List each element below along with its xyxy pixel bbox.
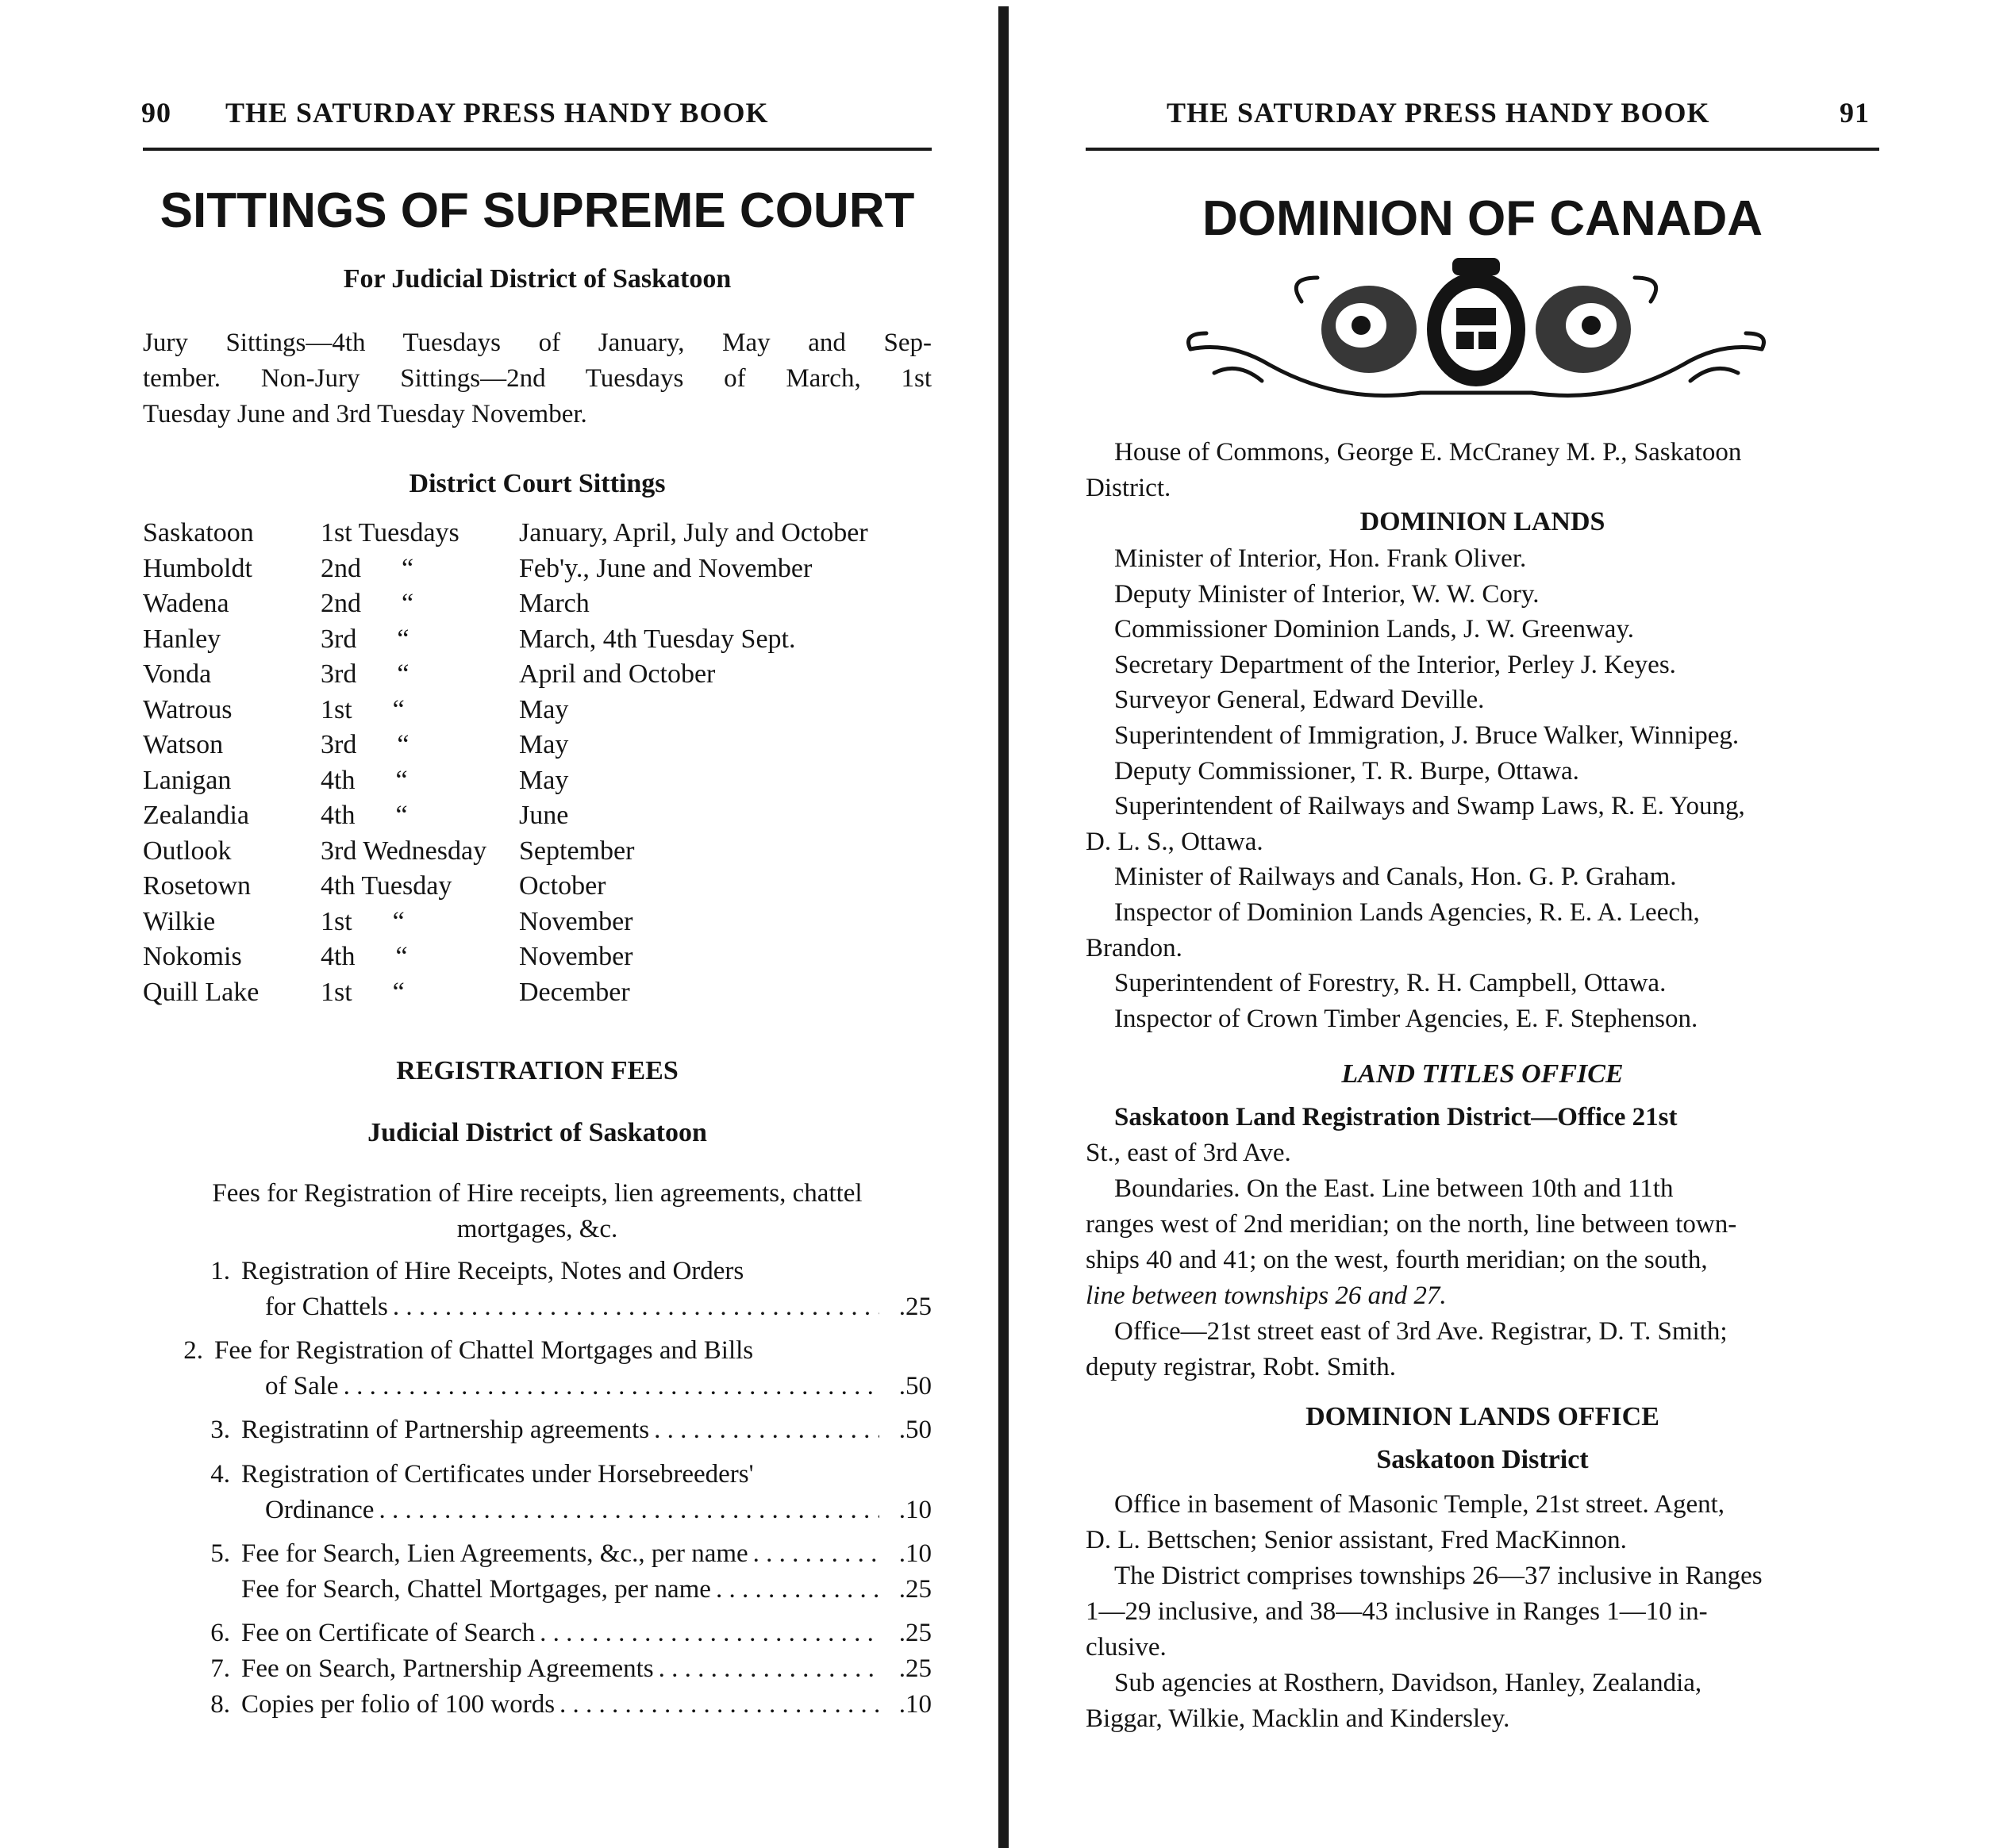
- fees-intro-line: mortgages, &c.: [456, 1215, 618, 1243]
- registration-fees-heading: REGISTRATION FEES: [396, 1056, 679, 1085]
- lands-line: Minister of Railways and Canals, Hon. G. P. Graham.: [1114, 863, 1677, 892]
- leader-dots: [654, 1412, 879, 1448]
- fee-amount: .10: [898, 1539, 932, 1568]
- court-months: November: [519, 906, 633, 936]
- coat-of-arms-icon: [1182, 254, 1770, 413]
- land-titles-text: [1086, 1100, 1879, 1385]
- titles-line: line between townships 26 and 27.: [1086, 1281, 1447, 1310]
- court-months: May: [519, 694, 569, 724]
- fee-text: Registration of Hire Receipts, Notes and Orders: [241, 1257, 744, 1285]
- commons-line: District.: [1086, 474, 1171, 502]
- court-row: [143, 693, 951, 728]
- court-town: Wadena: [143, 589, 229, 619]
- lands-line: Secretary Department of the Interior, Perley J. Keyes.: [1114, 650, 1676, 679]
- fee-text: Registration of Certificates under Horsebreeders': [241, 1460, 754, 1489]
- office-line: clusive.: [1086, 1633, 1167, 1662]
- office-line: 1—29 inclusive, and 38—43 inclusive in Ranges 1—10 in-: [1086, 1597, 1708, 1626]
- fee-item-4: [143, 1457, 932, 1528]
- house-of-commons: [1086, 435, 1879, 506]
- court-day: 3rd “: [321, 659, 410, 690]
- court-months: January, April, July and October: [519, 518, 868, 548]
- court-town: Humboldt: [143, 553, 252, 583]
- court-town: Rosetown: [143, 871, 251, 901]
- court-town: Quill Lake: [143, 977, 260, 1007]
- court-town: Saskatoon: [143, 518, 254, 548]
- dominion-lands-list: [1086, 541, 1879, 1036]
- court-row: [143, 728, 951, 763]
- court-town: Lanigan: [143, 765, 232, 795]
- fee-text: of Sale: [265, 1372, 339, 1400]
- lands-line: Superintendent of Railways and Swamp Laws, R. E. Young,: [1114, 792, 1745, 821]
- commons-line: House of Commons, George E. McCraney M. P., Saskatoon: [1114, 438, 1742, 467]
- leader-dots: [659, 1651, 879, 1687]
- office-line: Sub agencies at Rosthern, Davidson, Hanley, Zealandia,: [1114, 1669, 1702, 1697]
- fee-text: Ordinance: [265, 1496, 375, 1524]
- dominion-lands-heading: DOMINION LANDS: [1359, 507, 1605, 536]
- lands-line: Surveyor General, Edward Deville.: [1114, 686, 1485, 715]
- court-row: [143, 939, 951, 975]
- fees-intro-line: Fees for Registration of Hire receipts, lien agreements, chattel: [212, 1179, 863, 1208]
- lands-line: Inspector of Dominion Lands Agencies, R. E. A. Leech,: [1114, 897, 1700, 927]
- court-town: Zealandia: [143, 801, 250, 831]
- lands-line: D. L. S., Ottawa.: [1086, 827, 1263, 856]
- court-day: 2nd “: [321, 589, 414, 619]
- fee-number: 5.: [210, 1539, 230, 1568]
- court-months: November: [519, 942, 633, 972]
- lands-line: Commissioner Dominion Lands, J. W. Greenway.: [1114, 615, 1635, 644]
- court-months: April and October: [519, 659, 716, 690]
- titles-line: ships 40 and 41; on the west, fourth meridian; on the south,: [1086, 1246, 1708, 1274]
- fee-item-5: [143, 1536, 932, 1608]
- fee-item-1: [143, 1254, 932, 1325]
- fee-text: Fee for Search, Chattel Mortgages, per name: [241, 1575, 711, 1604]
- lands-line: Inspector of Crown Timber Agencies, E. F. Stephenson.: [1114, 1004, 1698, 1033]
- page-number-right: 91: [1840, 97, 1870, 129]
- fees-intro: [143, 1176, 932, 1247]
- court-months: September: [519, 836, 635, 866]
- court-day: 1st “: [321, 977, 405, 1007]
- fee-text: Copies per folio of 100 words: [241, 1690, 556, 1719]
- court-months: Feb'y., June and November: [519, 553, 813, 583]
- court-town: Outlook: [143, 836, 232, 866]
- fee-amount: .10: [898, 1496, 932, 1524]
- jury-sittings-paragraph: [143, 325, 932, 432]
- court-months: June: [519, 801, 569, 831]
- titles-line: Saskatoon Land Registration District—Office 21st: [1114, 1103, 1678, 1131]
- court-row: [143, 657, 951, 693]
- registration-fees-subheading: Judicial District of Saskatoon: [367, 1118, 707, 1147]
- titles-line: deputy registrar, Robt. Smith.: [1086, 1353, 1396, 1381]
- leader-dots: [559, 1687, 879, 1723]
- court-town: Wilkie: [143, 906, 216, 936]
- court-day: 1st Tuesdays: [321, 518, 459, 548]
- fee-amount: .25: [898, 1293, 932, 1321]
- fee-item-6: [143, 1616, 932, 1723]
- court-town: Hanley: [143, 624, 221, 654]
- titles-line: Office—21st street east of 3rd Ave. Registrar, D. T. Smith;: [1114, 1317, 1728, 1346]
- court-row: [143, 551, 951, 587]
- district-court-heading: District Court Sittings: [409, 469, 666, 498]
- court-row: [143, 586, 951, 622]
- court-day: 4th “: [321, 765, 408, 795]
- office-line: Office in basement of Masonic Temple, 21st street. Agent,: [1114, 1490, 1725, 1519]
- dominion-lands-office-heading: DOMINION LANDS OFFICE: [1305, 1402, 1659, 1431]
- fee-amount: .25: [898, 1619, 932, 1647]
- subtitle-left: For Judicial District of Saskatoon: [343, 264, 732, 294]
- leader-dots: [379, 1493, 879, 1528]
- fee-text: Registratinn of Partnership agreements: [241, 1416, 650, 1444]
- court-day: 3rd “: [321, 624, 410, 654]
- titles-line: ranges west of 2nd meridian; on the north, line between town-: [1086, 1210, 1737, 1239]
- left-page: [0, 0, 1002, 1848]
- fee-text: Fee on Certificate of Search: [241, 1619, 536, 1647]
- fee-item-2: [143, 1333, 932, 1404]
- court-row: [143, 763, 951, 799]
- lands-line: Superintendent of Forestry, R. H. Campbell, Ottawa.: [1114, 969, 1667, 998]
- fee-number: 1.: [210, 1257, 230, 1285]
- lands-line: Deputy Minister of Interior, W. W. Cory.: [1114, 579, 1540, 609]
- fee-number: 7.: [210, 1654, 230, 1683]
- court-day: 3rd “: [321, 730, 410, 760]
- header-rule-right: [1086, 148, 1879, 151]
- fee-number: 3.: [210, 1416, 230, 1444]
- jury-line: tember. Non-Jury Sittings—2nd Tuesdays of March, 1st: [143, 364, 932, 393]
- court-row: [143, 516, 951, 551]
- court-town: Watrous: [143, 694, 233, 724]
- court-row: [143, 905, 951, 940]
- jury-line: Jury Sittings—4th Tuesdays of January, May and Sep-: [143, 328, 932, 357]
- court-town: Watson: [143, 730, 224, 760]
- leader-dots: [393, 1289, 879, 1325]
- fee-text: Fee for Search, Lien Agreements, &c., per name: [241, 1539, 748, 1568]
- running-title-right: THE SATURDAY PRESS HANDY BOOK: [1167, 97, 1710, 129]
- lands-line: Superintendent of Immigration, J. Bruce Walker, Winnipeg.: [1114, 720, 1740, 750]
- court-months: October: [519, 871, 606, 901]
- running-title-left: THE SATURDAY PRESS HANDY BOOK: [225, 97, 769, 129]
- court-town: Nokomis: [143, 942, 242, 972]
- leader-dots: [540, 1616, 879, 1651]
- page-title-right: DOMINION OF CANADA: [1202, 191, 1763, 246]
- court-day: 2nd “: [321, 553, 414, 583]
- office-line: D. L. Bettschen; Senior assistant, Fred MacKinnon.: [1086, 1526, 1627, 1554]
- office-line: The District comprises townships 26—37 inclusive in Ranges: [1114, 1562, 1763, 1590]
- court-row: [143, 622, 951, 658]
- fee-amount: .50: [898, 1416, 932, 1444]
- titles-line: Boundaries. On the East. Line between 10th and 11th: [1114, 1174, 1674, 1203]
- court-day: 1st “: [321, 694, 405, 724]
- court-row: [143, 834, 951, 870]
- fee-number: 6.: [210, 1619, 230, 1647]
- court-town: Vonda: [143, 659, 212, 690]
- fee-item-3: [143, 1412, 932, 1448]
- leader-dots: [753, 1536, 879, 1572]
- lands-line: Minister of Interior, Hon. Frank Oliver.: [1114, 544, 1527, 573]
- page-number-left: 90: [141, 97, 171, 129]
- court-months: May: [519, 730, 569, 760]
- court-day: 1st “: [321, 906, 405, 936]
- fee-amount: .25: [898, 1575, 932, 1604]
- court-day: 4th Tuesday: [321, 871, 452, 901]
- fee-amount: .50: [898, 1372, 932, 1400]
- court-months: December: [519, 977, 630, 1007]
- titles-line: St., east of 3rd Ave.: [1086, 1139, 1291, 1167]
- fee-text: Fee on Search, Partnership Agreements: [241, 1654, 654, 1683]
- lands-line: Deputy Commissioner, T. R. Burpe, Ottawa.: [1114, 756, 1579, 786]
- fee-amount: .10: [898, 1690, 932, 1719]
- court-months: May: [519, 765, 569, 795]
- lands-line: Brandon.: [1086, 933, 1182, 962]
- leader-dots: [344, 1369, 879, 1404]
- district-court-table: [143, 516, 951, 1010]
- fee-number: 4.: [210, 1460, 230, 1489]
- court-day: 4th “: [321, 942, 408, 972]
- fee-amount: .25: [898, 1654, 932, 1683]
- court-months: March: [519, 589, 590, 619]
- fee-number: 2.: [183, 1336, 203, 1365]
- jury-line: Tuesday June and 3rd Tuesday November.: [143, 400, 587, 428]
- court-row: [143, 975, 951, 1011]
- page-title-left: SITTINGS OF SUPREME COURT: [160, 183, 915, 238]
- saskatoon-district-heading: Saskatoon District: [1376, 1445, 1589, 1474]
- court-day: 3rd Wednesday: [321, 836, 487, 866]
- court-row: [143, 798, 951, 834]
- court-months: March, 4th Tuesday Sept.: [519, 624, 796, 654]
- court-row: [143, 869, 951, 905]
- fee-text: Fee for Registration of Chattel Mortgages and Bills: [214, 1336, 754, 1365]
- office-line: Biggar, Wilkie, Macklin and Kindersley.: [1086, 1704, 1510, 1733]
- lands-office-text: [1086, 1487, 1879, 1737]
- header-rule-left: [143, 148, 932, 151]
- leader-dots: [716, 1572, 879, 1608]
- land-titles-heading: LAND TITLES OFFICE: [1341, 1059, 1624, 1089]
- court-day: 4th “: [321, 801, 408, 831]
- fee-text: for Chattels: [265, 1293, 388, 1321]
- fee-number: 8.: [210, 1690, 230, 1719]
